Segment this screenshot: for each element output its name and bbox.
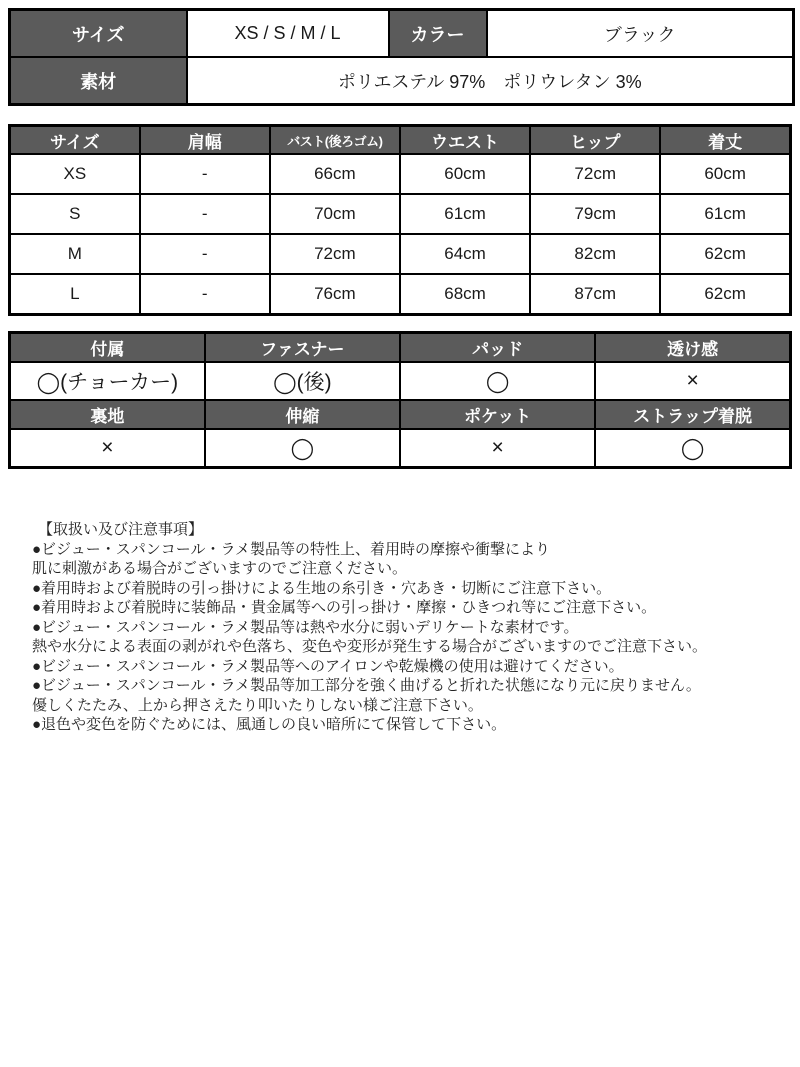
cell-size: M — [10, 234, 140, 274]
care-instructions — [8, 520, 792, 735]
care-instructions-line: 肌に刺激がある場合がございますのでご注意ください。 — [32, 560, 408, 577]
feature-value-strap: ◯ — [595, 429, 790, 468]
feature-value-lining: × — [10, 429, 205, 468]
care-instructions-line: ●ビジュー・スパンコール・ラメ製品等へのアイロンや乾燥機の使用は避けてください。 — [32, 657, 624, 675]
col-header-hip: ヒップ — [530, 126, 660, 155]
feature-value-sheerness: × — [595, 362, 790, 400]
col-header-shoulder: 肩幅 — [140, 126, 270, 155]
feature-header-lining: 裏地 — [10, 400, 205, 429]
feature-header-pad: パッド — [400, 333, 595, 363]
care-instructions-line: ●退色や変色を防ぐためには、風通しの良い暗所にて保管して下さい。 — [32, 716, 507, 733]
cell-size: S — [10, 194, 140, 234]
care-instructions-line: ●ビジュー・スパンコール・ラメ製品等の特性上、着用時の摩擦や衝撃により — [32, 540, 551, 558]
cell-hip: 79cm — [530, 194, 660, 234]
cell-length: 62cm — [660, 274, 790, 315]
cell-bust: 70cm — [270, 194, 400, 234]
col-header-size: サイズ — [10, 126, 140, 155]
info-row-material — [10, 57, 794, 105]
size-label: サイズ — [10, 10, 187, 58]
table-row-m — [10, 234, 791, 274]
cell-bust: 66cm — [270, 154, 400, 194]
cell-hip: 72cm — [530, 154, 660, 194]
table-row-s — [10, 194, 791, 234]
feature-value-accessory: ◯(チョーカー) — [10, 362, 205, 400]
feature-header-strap: ストラップ着脱 — [595, 400, 790, 429]
feature-header-fastener: ファスナー — [205, 333, 400, 363]
info-row-size-color — [10, 10, 794, 58]
care-instructions-line: ●ビジュー・スパンコール・ラメ製品等は熱や水分に弱いデリケートな素材です。 — [32, 618, 579, 636]
cell-length: 61cm — [660, 194, 790, 234]
material-value: ポリエステル 97% ポリウレタン 3% — [187, 57, 794, 105]
care-instructions-title: 【取扱い及び注意事項】 — [38, 521, 204, 538]
material-label: 素材 — [10, 57, 187, 105]
care-instructions-line: ●着用時および着脱時の引っ掛けによる生地の糸引き・穴あき・切断にご注意下さい。 — [32, 579, 612, 597]
cell-waist: 60cm — [400, 154, 530, 194]
care-instructions-line: 優しくたたみ、上から押さえたり叩いたりしない様ご注意下さい。 — [32, 696, 483, 714]
cell-hip: 87cm — [530, 274, 660, 315]
cell-waist: 61cm — [400, 194, 530, 234]
color-value: ブラック — [487, 10, 794, 58]
cell-size: XS — [10, 154, 140, 194]
feature-header-accessory: 付属 — [10, 333, 205, 363]
cell-length: 62cm — [660, 234, 790, 274]
size-value: XS / S / M / L — [187, 10, 389, 58]
feature-header-pocket: ポケット — [400, 400, 595, 429]
cell-waist: 64cm — [400, 234, 530, 274]
cell-shoulder: - — [140, 234, 270, 274]
feature-header-stretch: 伸縮 — [205, 400, 400, 429]
features-header-row-2 — [10, 400, 791, 429]
features-value-row-1 — [10, 362, 791, 400]
features-value-row-2 — [10, 429, 791, 468]
cell-length: 60cm — [660, 154, 790, 194]
care-instructions-line: ●着用時および着脱時に装飾品・貴金属等への引っ掛け・摩擦・ひきつれ等にご注意下さい。 — [32, 599, 657, 616]
cell-shoulder: - — [140, 274, 270, 315]
feature-value-pad: ◯ — [400, 362, 595, 400]
feature-header-sheerness: 透け感 — [595, 333, 790, 363]
color-label: カラー — [389, 10, 487, 58]
features-header-row-1 — [10, 333, 791, 363]
cell-bust: 76cm — [270, 274, 400, 315]
features-table — [8, 331, 792, 469]
cell-waist: 68cm — [400, 274, 530, 315]
cell-shoulder: - — [140, 194, 270, 234]
col-header-length: 着丈 — [660, 126, 790, 155]
col-header-bust: バスト(後ろゴム) — [270, 126, 400, 155]
table-row-xs — [10, 154, 791, 194]
product-info-table — [8, 8, 795, 106]
feature-value-pocket: × — [400, 429, 595, 468]
measurements-table — [8, 124, 792, 316]
table-row-l — [10, 274, 791, 315]
cell-hip: 82cm — [530, 234, 660, 274]
care-instructions-line: 熱や水分による表面の剥がれや色落ち、変色や変形が発生する場合がございますのでご注意下さい。 — [32, 638, 708, 655]
cell-shoulder: - — [140, 154, 270, 194]
cell-size: L — [10, 274, 140, 315]
feature-value-fastener: ◯(後) — [205, 362, 400, 400]
feature-value-stretch: ◯ — [205, 429, 400, 468]
measurements-header-row — [10, 126, 791, 155]
care-instructions-line: ●ビジュー・スパンコール・ラメ製品等加工部分を強く曲げると折れた状態になり元に戻りません。 — [32, 677, 701, 694]
col-header-waist: ウエスト — [400, 126, 530, 155]
cell-bust: 72cm — [270, 234, 400, 274]
